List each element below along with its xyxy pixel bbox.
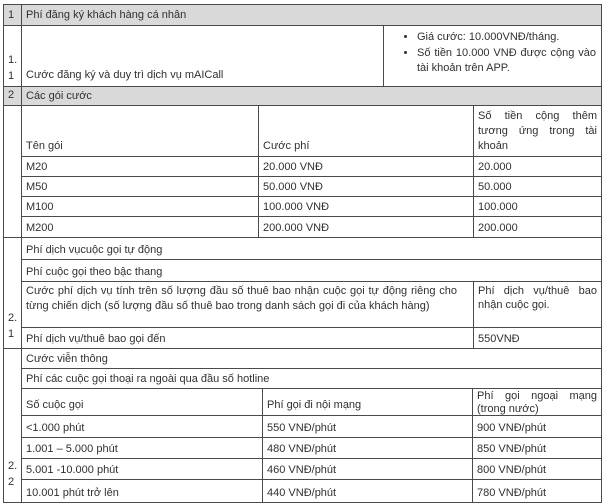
table-row <box>22 217 601 238</box>
tiered-call-title-row <box>22 260 601 282</box>
table-row <box>22 197 601 217</box>
table-row <box>22 459 601 480</box>
bullet-credit: • Số tiền 10.000 VNĐ được cộng vào tài khoản trên APP. <box>417 46 597 77</box>
table-row <box>22 480 601 502</box>
section-2-1-number: 2.1 <box>4 238 22 349</box>
section-2-title: Các gói cước <box>26 89 92 102</box>
table-row <box>22 416 601 438</box>
registration-description: Cước đăng ký và duy trì dịch vụ mAICall <box>26 68 224 81</box>
section-1-number: 1 <box>4 5 22 26</box>
section-2-number: 2 <box>4 87 22 106</box>
packages-header-row <box>22 106 601 157</box>
auto-call-description-row <box>22 282 601 328</box>
section-1-1-row <box>4 26 601 87</box>
col-header-credit: Số tiền cộng thêm tương ứng trong tài khoản <box>473 106 601 156</box>
external-fee: 900 VNĐ/phút <box>472 416 601 437</box>
package-credit: 200.000 <box>473 217 601 237</box>
section-2-2 <box>4 349 601 502</box>
col-header-fee: Cước phí <box>258 106 473 156</box>
col-header-package-name: Tên gói <box>26 139 63 152</box>
col-header-external-fee: Phí gọi ngoại mạng (trong nước) <box>472 389 601 415</box>
table-row <box>22 157 601 177</box>
package-name: M50 <box>26 180 48 193</box>
package-credit: 50.000 <box>473 177 601 196</box>
auto-call-fee-title: Phí dịch vụcuộc gọi tự động <box>26 243 163 256</box>
package-fee: 200.000 VNĐ <box>258 217 473 237</box>
pricing-table <box>3 4 602 503</box>
package-fee: 20.000 VNĐ <box>258 157 473 176</box>
external-fee: 780 VNĐ/phút <box>472 480 601 502</box>
telecom-title-row <box>22 349 601 369</box>
internal-fee: 440 VNĐ/phút <box>262 480 472 502</box>
external-fee: 850 VNĐ/phút <box>472 438 601 458</box>
package-fee: 100.000 VNĐ <box>258 197 473 216</box>
external-fee: 800 VNĐ/phút <box>472 459 601 479</box>
col-header-internal-fee: Phí gọi đi nội mạng <box>262 389 472 415</box>
table-row <box>22 438 601 459</box>
hotline-title-row <box>22 369 601 389</box>
section-2-2-number: 2.2 <box>4 349 22 502</box>
section-2-1 <box>4 238 601 349</box>
tiered-call-fee-title: Phí cuộc gọi theo bậc thang <box>26 265 163 278</box>
call-volume: 5.001 -10.000 phút <box>26 463 119 476</box>
internal-fee: 480 VNĐ/phút <box>262 438 472 458</box>
bullet-price: • Giá cước: 10.000VNĐ/tháng. <box>417 30 597 46</box>
section-2-header-row <box>4 87 601 106</box>
package-name: M100 <box>26 200 54 213</box>
auto-call-fee-value: 550VNĐ <box>473 328 601 348</box>
section-1-header-row <box>4 5 601 26</box>
auto-call-fee-unit-label: Phí dịch vụ/thuê bao nhận cuộc gọi. <box>473 282 601 327</box>
auto-call-fee-label: Phí dịch vụ/thuê bao gọi đến <box>26 332 166 345</box>
packages-table <box>4 106 601 238</box>
call-volume: 10.001 phút trở lên <box>26 486 119 499</box>
call-volume: 1.001 – 5.000 phút <box>26 442 118 455</box>
package-name: M20 <box>26 160 48 173</box>
auto-call-title-row <box>22 238 601 260</box>
telecom-header-row <box>22 389 601 416</box>
packages-number-cell <box>4 106 22 238</box>
internal-fee: 550 VNĐ/phút <box>262 416 472 437</box>
section-1-1-number: 1.1 <box>4 26 22 87</box>
table-row <box>22 177 601 197</box>
telecom-fee-title: Cước viễn thông <box>26 352 108 365</box>
package-credit: 20.000 <box>473 157 601 176</box>
hotline-fee-title: Phí các cuộc gọi thoại ra ngoài qua đầu số hotline <box>26 372 270 385</box>
col-header-call-volume: Số cuộc gọi <box>26 398 84 411</box>
call-volume: <1.000 phút <box>26 421 85 434</box>
section-1-title: Phí đăng ký khách hàng cá nhân <box>26 8 187 21</box>
package-fee: 50.000 VNĐ <box>258 177 473 196</box>
internal-fee: 460 VNĐ/phút <box>262 459 472 479</box>
package-credit: 100.000 <box>473 197 601 216</box>
auto-call-description: Cước phí dịch vụ tính trên số lượng đầu số thuê bao nhận cuộc gọi tự động riêng cho từng chiến dịch (số lượng đầu số thuê bao trong danh sách gọi đi của khách hàng) <box>26 285 457 313</box>
pricing-bullet-list <box>388 30 597 77</box>
package-name: M200 <box>26 221 54 234</box>
registration-pricing-notes <box>383 26 601 86</box>
auto-call-fee-row <box>22 328 601 349</box>
